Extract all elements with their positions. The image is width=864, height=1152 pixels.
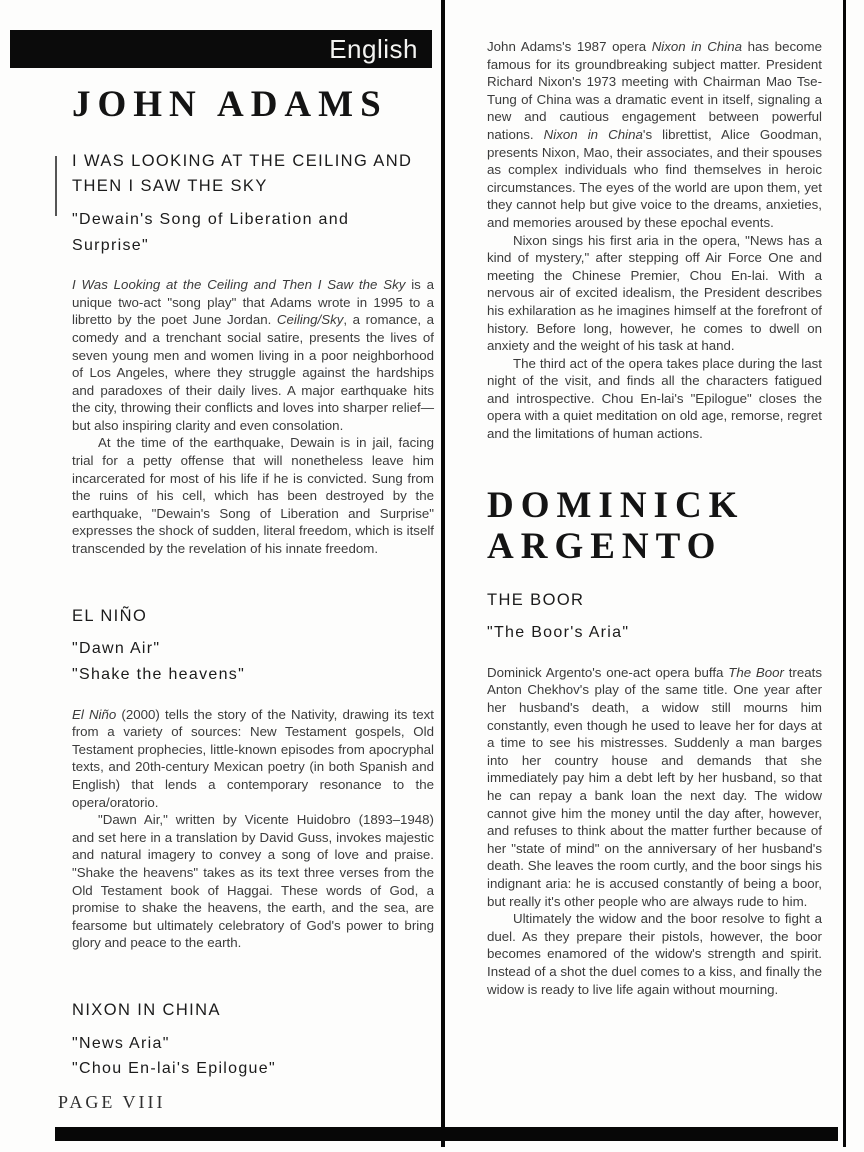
aria-subtitle: "Shake the heavens"	[72, 665, 246, 683]
left-column	[72, 84, 434, 1100]
paragraph: I Was Looking at the Ceiling and Then I Saw the Sky is a unique two-act "song play" that Adams wrote in 1995 to a libretto by the poet June Jordan. Ceiling/Sky, a romance, a comedy and a trenchant social satire, presents the lives of seven young men and women living in a poor neighborhood of Los Angeles, where they struggle against the hardships and paradoxes of their daily lives. A major earthquake hits the city, throwing their conflicts and loves into sharper relief—but also inspiring clarity and even consolation.	[72, 277, 435, 433]
column-divider-rule	[441, 0, 445, 1147]
aria-subtitle: "News Aria"	[72, 1034, 170, 1052]
paragraph: Dominick Argento's one-act opera buffa The Boor treats Anton Chekhov's play of the same title. One year after her husband's death, a widow still mourns him constantly, even though he used to leave her for days at a time to see his mistresses. Suddenly a man barges into her country house and demands that she immediately pay him a debt left by her husband, so that he can repay a bank loan the next day. The widow cannot give him the money until the day after, however, and refuses to think about the matter further because of her "state of mind" on the anniversary of her husband's death. She leaves the room curtly, and the boor sings his indignant aria: he is accused constantly of being a boor, but really it's other people who are always rude to him.	[487, 664, 822, 909]
work-title-nixon-in-china: NIXON IN CHINA	[72, 1000, 221, 1019]
work-title-ceiling-sky: I WAS LOOKING AT THE CEILING AND THEN I SAW THE SKY	[72, 152, 413, 196]
paragraph: Ultimately the widow and the boor resolve to fight a duel. As they prepare their pistols, however, the boor becomes enamored of the widow's strength and spirit. Instead of a shot the duel comes to a kiss, and finally the widow is ready to live life again without mourning.	[487, 911, 822, 997]
section-el-nino	[72, 604, 434, 952]
section-ceiling-sky	[72, 149, 434, 557]
left-margin-mark	[55, 156, 57, 216]
work-subtitles	[72, 1031, 434, 1082]
right-column	[487, 38, 822, 998]
language-label: English	[329, 33, 418, 64]
work-title-el-nino: EL NIÑO	[72, 606, 148, 625]
paragraph: Nixon sings his first aria in the opera, "News has a kind of mystery," after stepping off Air Force One and meeting the Chinese Premier, Chou En-lai. With a nervous air of excited idealism, the President describes his exhilaration as he imagines himself at the forefront of history. Before long, however, he comes to dwell on anxiety and the weight of his task at hand.	[487, 232, 822, 354]
work-title-the-boor: THE BOOR	[487, 590, 585, 609]
paragraph: El Niño (2000) tells the story of the Nativity, drawing its text from a variety of sources: New Testament gospels, Old Testament prophecies, little-known episodes from apocryphal texts, and 20th-century Mexican poetry (in both Spanish and English) that lends a contemporary resonance to the opera/oratorio.	[72, 706, 434, 810]
bottom-edge-rule	[55, 1127, 838, 1141]
aria-subtitle: "The Boor's Aria"	[487, 624, 630, 642]
aria-subtitle: "Chou En-lai's Epilogue"	[72, 1060, 276, 1078]
paragraph: "Dawn Air," written by Vicente Huidobro (1893–1948) and set here in a translation by David Guss, invokes majestic and natural imagery to convey a song of love and praise. "Shake the heavens" takes as its text three verses from the Old Testament book of Haggai. These words of God, a promise to shake the heavens, the earth, and the sea, are fearsome but ultimately celebratory of God's power to bring glory and peace to the earth.	[72, 812, 434, 951]
work-subtitles	[72, 636, 434, 687]
work-subtitles	[72, 207, 434, 258]
paragraph: At the time of the earthquake, Dewain is in jail, facing trial for a petty offense that will nonetheless leave him incarcerated for most of his life if he is convicted. Sung from the ruins of his cell, which has been destroyed by the earthquake, "Dewain's Song of Liberation and Surprise" expresses the shock of sudden, literal freedom, which is itself transcended by the revelation of his innate freedom.	[72, 435, 434, 557]
aria-subtitle: "Dewain's Song of Liberation and Surprise"	[72, 210, 350, 254]
paragraph: The third act of the opera takes place during the last night of the visit, and finds all the characters fatigued and introspective. Chou En-lai's "Epilogue" closes the opera with a quiet meditation on old age, remorse, regret and the limitations of human actions.	[487, 355, 822, 442]
section-nixon-in-china	[72, 998, 434, 1082]
right-edge-rule	[843, 0, 846, 1147]
composer-heading-john-adams: JOHN ADAMS	[72, 84, 388, 125]
language-header-bar	[10, 30, 432, 68]
page-number: PAGE VIII	[58, 1092, 166, 1112]
work-subtitles	[487, 620, 822, 646]
paragraph: John Adams's 1987 opera Nixon in China has become famous for its groundbreaking subject matter. President Richard Nixon's 1973 meeting with Chairman Mao Tse-Tung of China was a dramatic event in itself, signaling a new and cautious engagement between powerful nations. Nixon in China's librettist, Alice Goodman, presents Nixon, Mao, their associates, and their spouses as complex individuals who find themselves in heroic circumstances. The eyes of the world are upon them, yet they cannot help but give voice to the dreams, anxieties, and memories aroused by these epochal events.	[487, 39, 822, 230]
section-the-boor	[487, 588, 822, 999]
composer-heading-dominick-argento: DOMINICK ARGENTO	[487, 484, 745, 568]
aria-subtitle: "Dawn Air"	[72, 640, 161, 658]
